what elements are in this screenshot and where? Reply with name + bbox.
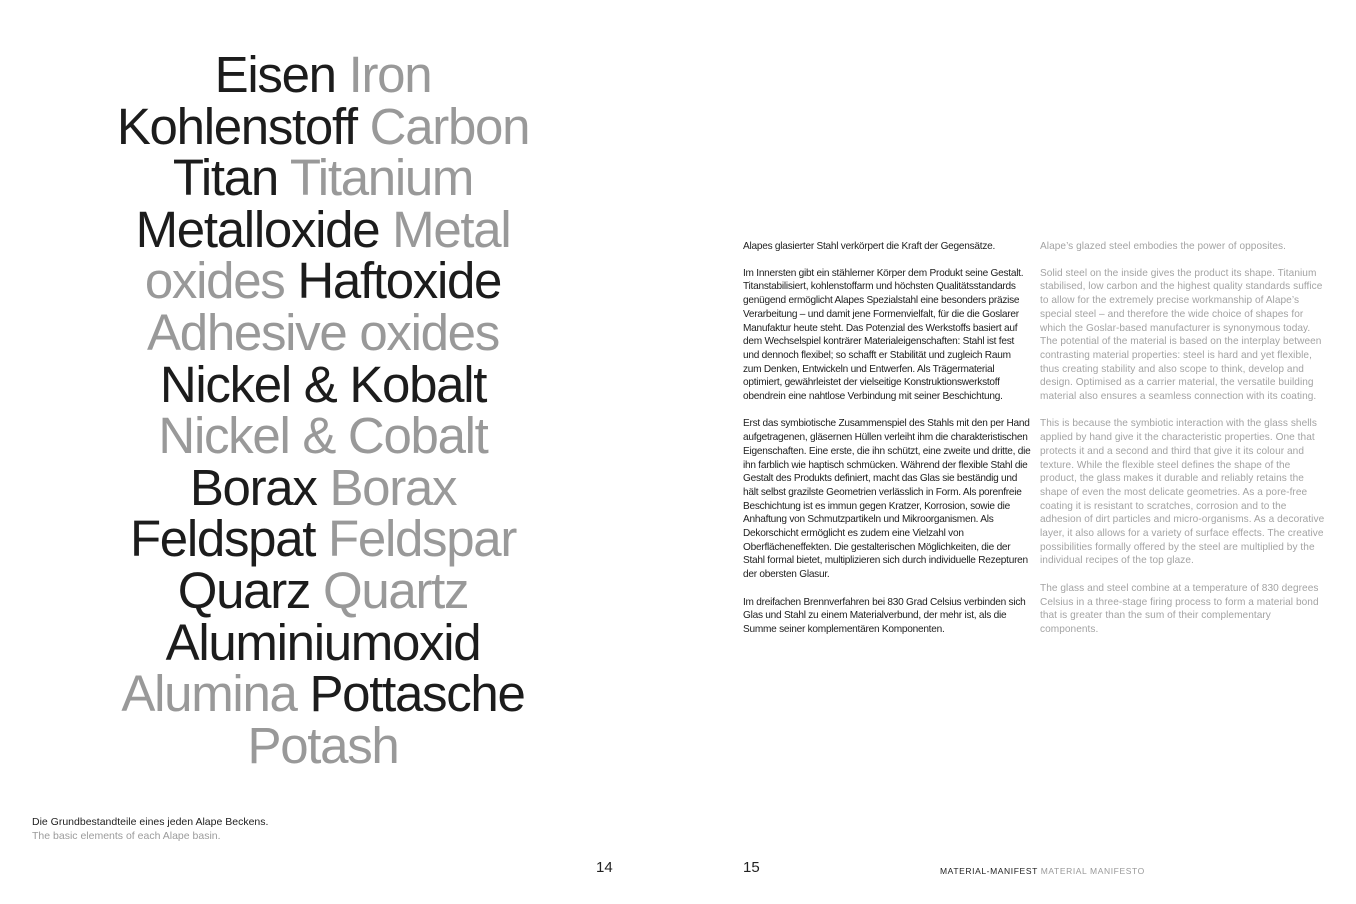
element-name-german: Eisen [214, 46, 336, 103]
element-name-english: Adhesive oxides [147, 303, 499, 361]
german-column [743, 240, 1031, 650]
element-name-german: Aluminiumoxid [165, 613, 481, 671]
element-line [0, 97, 646, 155]
element-name-german: Titan [172, 149, 278, 207]
element-line [0, 149, 646, 207]
english-column [1040, 240, 1328, 650]
element-line [0, 510, 646, 568]
element-name-english: Nickel & Cobalt [158, 407, 488, 465]
element-name-german: Haftoxide [297, 252, 502, 310]
caption [32, 816, 268, 843]
running-head-german: MATERIAL-MANIFEST [940, 866, 1038, 876]
element-name-english: oxides [144, 252, 285, 310]
page-number-left: 14 [596, 859, 613, 876]
running-head-english: MATERIAL MANIFESTO [1040, 866, 1145, 876]
caption-german: Die Grundbestandteile eines jeden Alape Beckens. [32, 816, 269, 828]
element-line [0, 613, 646, 671]
element-name-german: Feldspat [129, 510, 316, 568]
element-line [0, 407, 646, 465]
running-head [940, 866, 1145, 876]
element-name-english: Quartz [323, 561, 469, 619]
element-line [0, 665, 646, 723]
element-name-german: Nickel & Kobalt [159, 355, 487, 413]
element-name-english: Borax [329, 458, 457, 516]
element-name-english: Titanium [289, 149, 474, 207]
english-intro: Alape’s glazed steel embodies the power of opposites. [1040, 241, 1286, 252]
element-name-german: Quarz [177, 561, 311, 619]
element-line [0, 303, 646, 361]
element-line [0, 355, 646, 413]
element-name-english: Feldspar [328, 510, 517, 568]
page-number-right: 15 [743, 859, 760, 876]
german-intro: Alapes glasierter Stahl verkörpert die Kraft der Gegensätze. [743, 241, 996, 252]
caption-english: The basic elements of each Alape basin. [32, 829, 221, 842]
element-name-german: Kohlenstoff [116, 97, 357, 155]
element-line [0, 458, 646, 516]
element-line [0, 200, 646, 258]
element-name-german: Borax [189, 458, 317, 516]
english-paragraph-1: Solid steel on the inside gives the product its shape. Titanium stabilised, low carbon and the highest quality standards suffice to allow for the extremely precise workmanship of Alape’s special steel – and therefore the wide choice of shapes for which the Goslar-based manufacturer is synonymous today. The potential of the material is based on the interplay between contrasting material properties: steel is hard and yet flexible, thus creating stability and also scope to think, develop and design. Optimised as a carrier material, the versatile building material also ensures a seamless connection with its coating. [1040, 267, 1323, 403]
german-paragraph-1: Im Innersten gibt ein stählerner Körper dem Produkt seine Gestalt. Titanstabilisiert, kohlenstoffarm und höchsten Qualitätsstandards genügend ermöglicht Alapes Spezialstahl eine besonders präzise Verarbeitung – und damit jene Formenvielfalt, für die die Goslarer Manufaktur heute steht. Das Potenzial des Werkstoffs basiert auf dem Wechselspiel konträrer Materialeigenschaften: Stahl ist fest und dennoch flexibel; so schafft er Stabilität und zugleich Raum zum Denken, Entwickeln und Entwerfen. Als Trägermaterial optimiert, gewährleistet der vielseitige Konstruktionswerkstoff obendrein eine nahtlose Verbindung mit seiner Beschichtung. [743, 267, 1024, 403]
element-name-english: Iron [348, 46, 432, 103]
english-paragraph-3: The glass and steel combine at a temperature of 830 degrees Celsius in a three-stage firing process to form a material bond that is greater than the sum of their complementary components. [1040, 582, 1319, 635]
element-line [0, 46, 646, 103]
element-name-german: Metalloxide [135, 200, 380, 258]
element-line [0, 561, 646, 619]
german-paragraph-2: Erst das symbiotische Zusammenspiel des Stahls mit den per Hand aufgetragenen, gläsernen Hüllen verleiht ihm die charakteristischen Eigenschaften. Eine erste, die ihn schützt, eine zweite und dritte, die ihn farblich wie haptisch schmücken. Während der flexible Stahl die Gestalt des Produkts definiert, macht das Glas sie beständig und hält selbst grazilste Geometrien verlässlich in Form. Als porenfreie Beschichtung ist es immun gegen Kratzer, Korrosion, sowie die Anhaftung von Schmutzpartikeln und Mikroorganismen. Als Dekorschicht ermöglicht es zudem eine Vielzahl von Oberflächeneffekten. Die gestalterischen Möglichkeiten, die der Stahl formal bietet, multiplizieren sich durch individuelle Rezepturen der obersten Glasur. [743, 418, 1031, 581]
english-paragraph-2: This is because the symbiotic interaction with the glass shells applied by hand give it the characteristic properties. One that protects it and a second and third that give it its colour and texture. While the flexible steel defines the shape of the product, the glass makes it durable and reliably retains the shape of even the most delicate geometries. As a pore-free coating it is resistant to scratches, corrosion and to the adhesion of dirt particles and micro-organisms. As a decorative layer, it also allows for a variety of surface effects. The creative possibilities formally offered by the steel are multiplied by the individual recipes of the top glaze. [1040, 418, 1325, 567]
element-name-german: Pottasche [309, 665, 525, 723]
element-name-english: Carbon [369, 97, 530, 155]
element-line [0, 716, 646, 774]
element-list [0, 46, 646, 774]
element-line [0, 252, 646, 310]
element-name-english: Potash [247, 716, 399, 774]
german-paragraph-3: Im dreifachen Brennverfahren bei 830 Grad Celsius verbinden sich Glas und Stahl zu einem Materialverbund, der mehr ist, als die Summe seiner komplementären Komponenten. [743, 596, 1026, 635]
element-name-english: Alumina [121, 665, 297, 723]
element-name-english: Metal [392, 200, 511, 258]
